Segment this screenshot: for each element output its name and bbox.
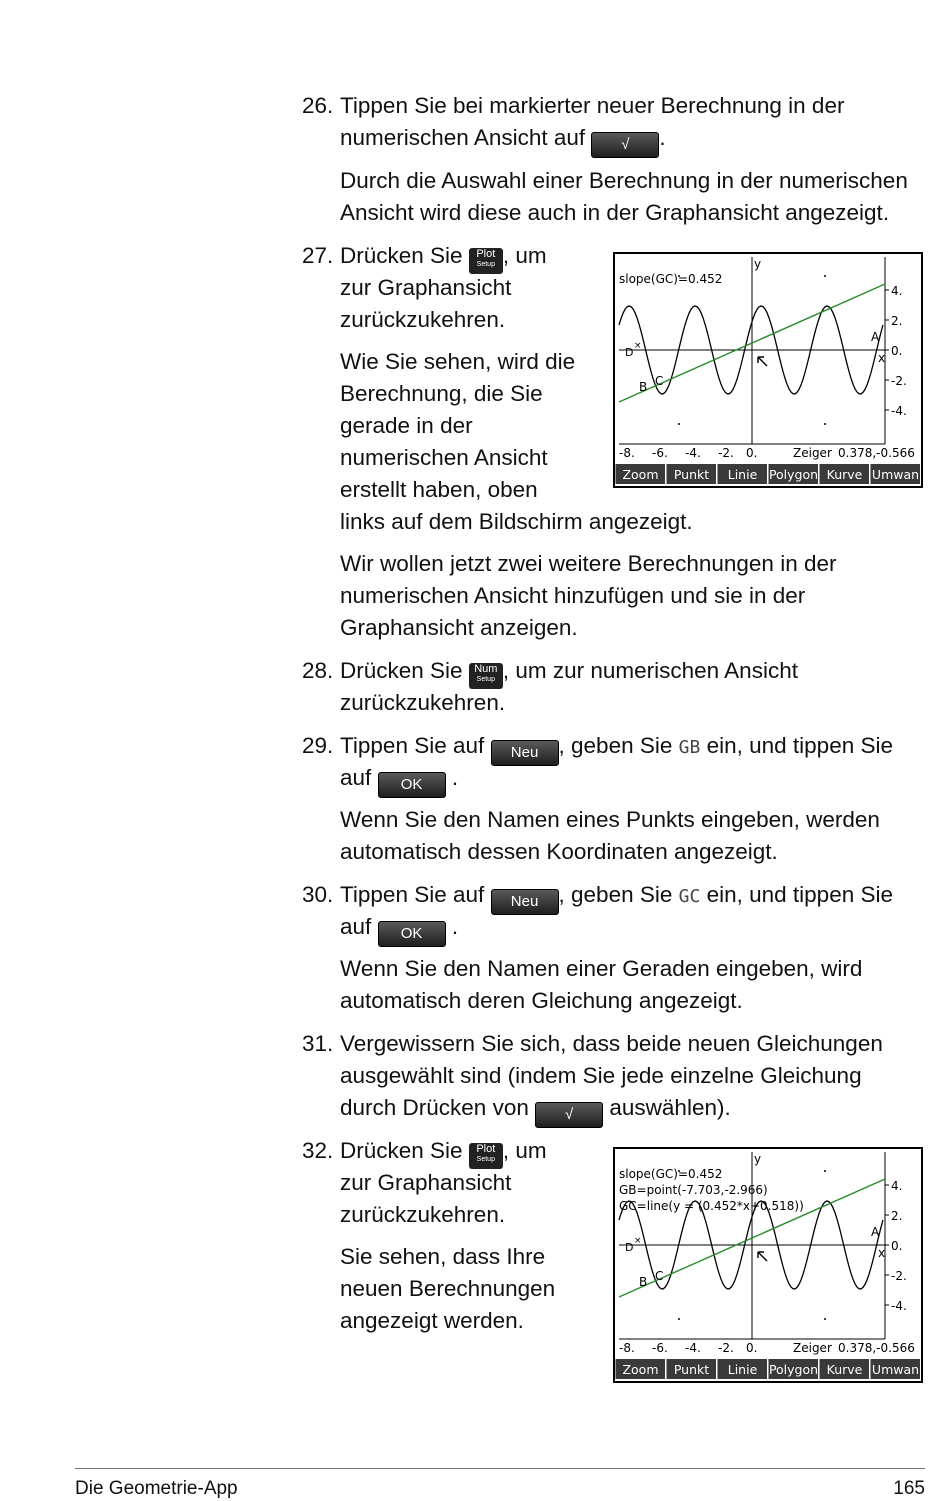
step-text: zur Graphansicht (340, 275, 512, 300)
grid-dot (678, 1318, 680, 1320)
readout-text: GB=point(-7.703,-2.966) (619, 1183, 768, 1197)
x-tick-label: -4. (685, 446, 701, 460)
grid-dot (824, 275, 826, 277)
note-text: angezeigt werden. (340, 1308, 524, 1333)
step-text-part: Tippen Sie auf (340, 733, 485, 758)
grid-dot (824, 423, 826, 425)
grid-dot (824, 1170, 826, 1172)
point-b-label: B (639, 380, 648, 394)
step-text (340, 911, 458, 947)
note-text: Wie Sie sehen, wird die (340, 349, 576, 374)
readout-text: slope(GC)=0.452 (619, 1167, 723, 1181)
point-d-label: D (625, 346, 634, 359)
step-text-part: ein, und tippen Sie (706, 882, 893, 907)
menu-label: Punkt (673, 467, 710, 482)
step-text-part: ein, und tippen Sie (706, 733, 893, 758)
point-d-marker: × (634, 1236, 642, 1246)
plot-setup-key (469, 248, 503, 274)
step-number: 26. (302, 93, 334, 118)
step-text-part: auf (340, 765, 372, 790)
note-text: erstellt haben, oben (340, 477, 538, 502)
menu-label: Umwan (871, 467, 920, 482)
x-tick-label: -4. (685, 1341, 701, 1355)
step-text (340, 122, 666, 158)
x-axis-label: x (878, 1246, 886, 1260)
step-text (340, 1135, 547, 1169)
x-tick-label: -8. (619, 446, 635, 460)
point-c-label: C (655, 1269, 664, 1283)
check-key: √ (535, 1102, 603, 1128)
step-text-part: , um zur numerischen Ansicht (502, 658, 798, 683)
menu-label: Umwan (871, 1362, 920, 1377)
num-setup-key (469, 663, 503, 689)
x-tick-label: -2. (718, 446, 734, 460)
menu-label: Punkt (673, 1362, 710, 1377)
step-text (340, 240, 547, 274)
grid-dot (824, 1318, 826, 1320)
menu-label: Zoom (622, 1362, 659, 1377)
step-text: Tippen Sie bei markierter neuer Berechnung in der (340, 93, 845, 118)
step-text (340, 762, 458, 798)
menu-label: Linie (727, 1362, 758, 1377)
y-tick-label: -4. (891, 1299, 907, 1313)
menu-label: Kurve (826, 467, 863, 482)
footer-rule (75, 1468, 925, 1469)
step-text-part: , um (502, 243, 547, 268)
y-tick-label: 4. (891, 284, 903, 298)
note-text: Graphansicht anzeigen. (340, 615, 578, 640)
step-text-part: durch Drücken von (340, 1095, 529, 1120)
cursor-value: 0.378,-0.566 (838, 446, 915, 460)
step-number: 28. (302, 658, 334, 683)
note-text: Ansicht wird diese auch in der Graphansicht angezeigt. (340, 200, 890, 225)
step-text (340, 655, 798, 689)
note-text: numerischen Ansicht (340, 445, 548, 470)
menu-label: Linie (727, 467, 758, 482)
note-text: automatisch dessen Koordinaten angezeigt. (340, 839, 778, 864)
step-text-part: , geben Sie (558, 733, 673, 758)
note-text: Durch die Auswahl einer Berechnung in der numerischen (340, 168, 908, 193)
cursor-label: Zeiger (793, 1341, 832, 1355)
y-tick-label: 2. (891, 1209, 903, 1223)
graph-svg (615, 1149, 921, 1381)
y-tick-label: 0. (891, 1239, 903, 1253)
step-text-part: . (451, 765, 459, 790)
x-tick-label: -6. (652, 446, 668, 460)
readout-text: slope(GC)=0.452 (619, 272, 723, 286)
step-text-part: , geben Sie (558, 882, 673, 907)
step-text (340, 879, 893, 915)
step-text: zurückzukehren. (340, 307, 506, 332)
ok-key: OK (378, 921, 446, 947)
note-text: Wenn Sie den Namen einer Geraden eingeben, wird (340, 956, 863, 981)
step-text-part: . (451, 914, 459, 939)
note-text: Berechnung, die Sie (340, 381, 543, 406)
readout-text: GC=line(y = (0.452*x+0.518)) (619, 1199, 804, 1213)
y-axis-label: y (754, 257, 762, 271)
menu-label: Kurve (826, 1362, 863, 1377)
y-tick-label: 0. (891, 344, 903, 358)
point-a-label: A (871, 1225, 880, 1239)
plot-key-label: Plot (476, 248, 496, 260)
y-axis-label: y (754, 1152, 762, 1166)
setup-key-label: Setup (476, 261, 495, 268)
y-tick-label: -2. (891, 374, 907, 388)
point-b-label: B (639, 1275, 648, 1289)
step-number: 31. (302, 1031, 334, 1056)
code-input: GB (678, 737, 701, 758)
plot-setup-key (469, 1143, 503, 1169)
step-text: zurückzukehren. (340, 1202, 506, 1227)
step-text-part: . (659, 125, 666, 150)
step-text-part: numerischen Ansicht auf (340, 125, 586, 150)
cursor-value: 0.378,-0.566 (838, 1341, 915, 1355)
plot-key-label: Plot (476, 1143, 496, 1155)
x-tick-label: -6. (652, 1341, 668, 1355)
step-text: zur Graphansicht (340, 1170, 512, 1195)
point-c-label: C (655, 374, 664, 388)
step-text (340, 1092, 731, 1128)
page-number: 165 (893, 1478, 925, 1499)
note-text: Wenn Sie den Namen eines Punkts eingeben, werden (340, 807, 880, 832)
point-d-marker: × (634, 341, 642, 351)
note-text: automatisch deren Gleichung angezeigt. (340, 988, 743, 1013)
calculator-screen-1 (613, 252, 923, 488)
step-text-part: Drücken Sie (340, 243, 463, 268)
footer-title: Die Geometrie-App (75, 1478, 238, 1499)
menu-label: Polygon (768, 1362, 819, 1377)
x-tick-label: 0. (746, 446, 758, 460)
note-text: numerischen Ansicht hinzufügen und sie in der (340, 583, 806, 608)
step-text: ausgewählt sind (indem Sie jede einzelne Gleichung (340, 1063, 862, 1088)
check-key: √ (591, 132, 659, 158)
step-number: 32. (302, 1138, 334, 1163)
grid-dot (678, 423, 680, 425)
step-text-part: auf (340, 914, 372, 939)
setup-key-label: Setup (476, 676, 495, 683)
menu-label: Polygon (768, 467, 819, 482)
graph-svg (615, 254, 921, 486)
step-text: zurückzukehren. (340, 690, 506, 715)
x-tick-label: 0. (746, 1341, 758, 1355)
neu-key: Neu (491, 889, 559, 915)
step-text-part: auswählen). (609, 1095, 731, 1120)
ok-key: OK (378, 772, 446, 798)
step-text-part: Tippen Sie auf (340, 882, 485, 907)
note-text: Sie sehen, dass Ihre (340, 1244, 546, 1269)
code-input: GC (678, 886, 701, 907)
x-tick-label: -2. (718, 1341, 734, 1355)
note-text: links auf dem Bildschirm angezeigt. (340, 509, 693, 534)
x-tick-label: -8. (619, 1341, 635, 1355)
calculator-screen-2 (613, 1147, 923, 1383)
step-number: 29. (302, 733, 334, 758)
note-text: Wir wollen jetzt zwei weitere Berechnungen in der (340, 551, 837, 576)
x-axis-label: x (878, 351, 886, 365)
y-tick-label: -4. (891, 404, 907, 418)
note-text: neuen Berechnungen (340, 1276, 556, 1301)
point-d-label: D (625, 1241, 634, 1254)
step-text-part: Drücken Sie (340, 1138, 463, 1163)
step-number: 27. (302, 243, 334, 268)
point-a-label: A (871, 330, 880, 344)
step-text (340, 730, 893, 766)
num-key-label: Num (474, 663, 498, 675)
menu-label: Zoom (622, 467, 659, 482)
note-text: gerade in der (340, 413, 473, 438)
step-text-part: Drücken Sie (340, 658, 463, 683)
step-number: 30. (302, 882, 334, 907)
setup-key-label: Setup (476, 1156, 495, 1163)
y-tick-label: 4. (891, 1179, 903, 1193)
neu-key: Neu (491, 740, 559, 766)
step-text: Vergewissern Sie sich, dass beide neuen Gleichungen (340, 1031, 883, 1056)
cursor-label: Zeiger (793, 446, 832, 460)
step-text-part: , um (502, 1138, 547, 1163)
y-tick-label: -2. (891, 1269, 907, 1283)
y-tick-label: 2. (891, 314, 903, 328)
